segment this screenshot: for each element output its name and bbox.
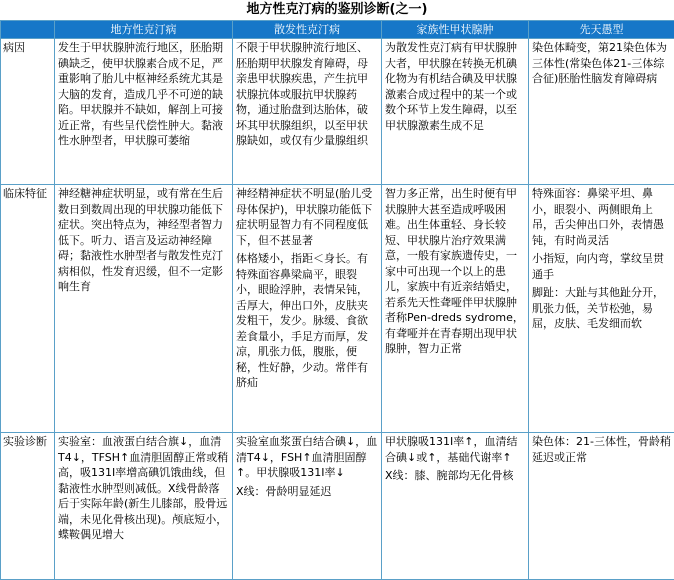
- table-cell: [382, 39, 529, 185]
- cell-text: 不限于甲状腺肿流行地区、胚胎期甲状腺发育障碍，母亲患甲状腺疾患，产生抗甲状腺抗体或服抗甲状腺药物，通过胎盘到达胎体，破坏其甲状腺组织，以至甲状腺缺如，或仅有少量腺组织: [236, 41, 368, 147]
- row-label-lab-diagnosis: 实验诊断: [1, 433, 55, 580]
- header-endemic-cretinism: 地方性克汀病: [55, 21, 233, 39]
- table-cell: [233, 185, 382, 433]
- differential-diagnosis-table: [0, 20, 674, 580]
- table-row: [1, 39, 674, 185]
- cell-text: 神经糖神症状明显，或有常在生后数日到数周出现的甲状腺功能低下症状。突出特点为，神经型者智力低下。听力、语言及运动神经障碍；黏液性水肿型者与散发性克汀病相似，性发育迟缓，但不一定影响生育: [58, 187, 223, 293]
- table-cell: [233, 433, 382, 580]
- cell-text: 体格矮小，指距＜身长。有特殊面容鼻梁扁平，眼裂小，眼睑浮肿，表情呆钝，舌厚大，伸出口外，皮肤夹发粗干，发少。脉缓、食欲差食量小，手足方而厚，发凉，肌张力低，腹胀，便秘，性好静，少动。常伴有脐疝: [236, 252, 368, 389]
- header-familial-goiter: 家族性甲状腺肿: [382, 21, 529, 39]
- cell-text: 脚趾：大趾与其他趾分开，肌张力低，关节松弛，易屈，皮肤、毛发细而软: [532, 286, 664, 330]
- cell-text: X线：骨龄明显延迟: [236, 484, 332, 498]
- table-cell: [55, 433, 233, 580]
- cell-text: 发生于甲状腺肿流行地区，胚胎期碘缺乏，使甲状腺素合成不足，严重影响了胎儿中枢神经系统尤其是大脑的发育，造成几乎不可逆的缺陷。甲状腺并不缺如，解剖上可接近正常，有些呈代偿性肿大。黏液性水肿型者，甲状腺可萎缩: [58, 41, 223, 147]
- row-label-clinical-features: 临床特征: [1, 185, 55, 433]
- table-cell: [55, 39, 233, 185]
- cell-text: 小指短，向内弯，掌纹呈贯通手: [532, 252, 664, 281]
- row-label-etiology: 病因: [1, 39, 55, 185]
- table-row: [1, 185, 674, 433]
- table-cell: [55, 185, 233, 433]
- table-row: [1, 433, 674, 580]
- cell-text: 神经精神症状不明显(胎儿受母体保护)，甲状腺功能低下症状明显智力有不同程度低下，但不甚显著: [236, 187, 373, 247]
- cell-text: 染色体：21-三体性，骨龄稍延迟或正常: [532, 435, 671, 464]
- cell-text: 智力多正常，出生时便有甲状腺肿大甚至造成呼吸困难。出生体重轻、身长较短、甲状腺片治疗效果满意，一般有家族遗传史，一家中可出现一个以上的患儿，家族中有近亲结婚史，若系先天性聋哑伴甲状腺肿者称Pen-dreds sydrome，有聋哑并在青春期出现甲状腺肿，智力正常: [385, 187, 524, 355]
- table-cell: [382, 433, 529, 580]
- header-row: [1, 21, 674, 39]
- cell-text: 实验室：血液蛋白结合旗↓，血清T4↓，TFSH↑血清胆固醇正常或稍高，吸131Ⅰ率增高碘饥饿曲线，但黏液性水肿型则减低。X线骨龄落后于实际年龄(新生儿膝部，股骨远端，未见化骨核出现)。颅底短小，蝶鞍偶见增大: [58, 435, 229, 541]
- page-title: 地方性克汀病的鉴别诊断(之一): [246, 2, 428, 17]
- table-cell: [529, 433, 674, 580]
- cell-text: X线：膝、腕部均无化骨核: [385, 469, 514, 482]
- table-cell: [233, 39, 382, 185]
- cell-text: 为散发性克汀病有甲状腺肿大者，甲状腺在转换无机碘化物为有机结合碘及甲状腺激素合成过程中的某一个或数个环节上发生障碍，以至甲状腺激素生成不足: [385, 41, 517, 132]
- cell-text: 甲状腺吸131Ⅰ率↑，血清结合碘↓或↑，基础代谢率↑: [385, 435, 518, 464]
- header-sporadic-cretinism: 散发性克汀病: [233, 21, 382, 39]
- header-corner: [1, 21, 55, 39]
- table-cell: [529, 185, 674, 433]
- header-down-syndrome: 先天愚型: [529, 21, 674, 39]
- table-cell: [382, 185, 529, 433]
- cell-text: 染色体畸变，第21染色体为三体性(常染色体21-三体综合征)胚胎性脑发育障碍病: [532, 41, 667, 85]
- table-cell: [529, 39, 674, 185]
- cell-text: 特殊面容：鼻梁平坦、鼻小，眼裂小、两侧眼角上吊，舌尖伸出口外，表情愚钝，有时尚灵活: [532, 187, 664, 247]
- cell-text: 实验室血浆蛋白结合碘↓，血清T4↓，FSH↑血清胆固醇↑。甲状腺吸131Ⅰ率↓: [236, 435, 378, 479]
